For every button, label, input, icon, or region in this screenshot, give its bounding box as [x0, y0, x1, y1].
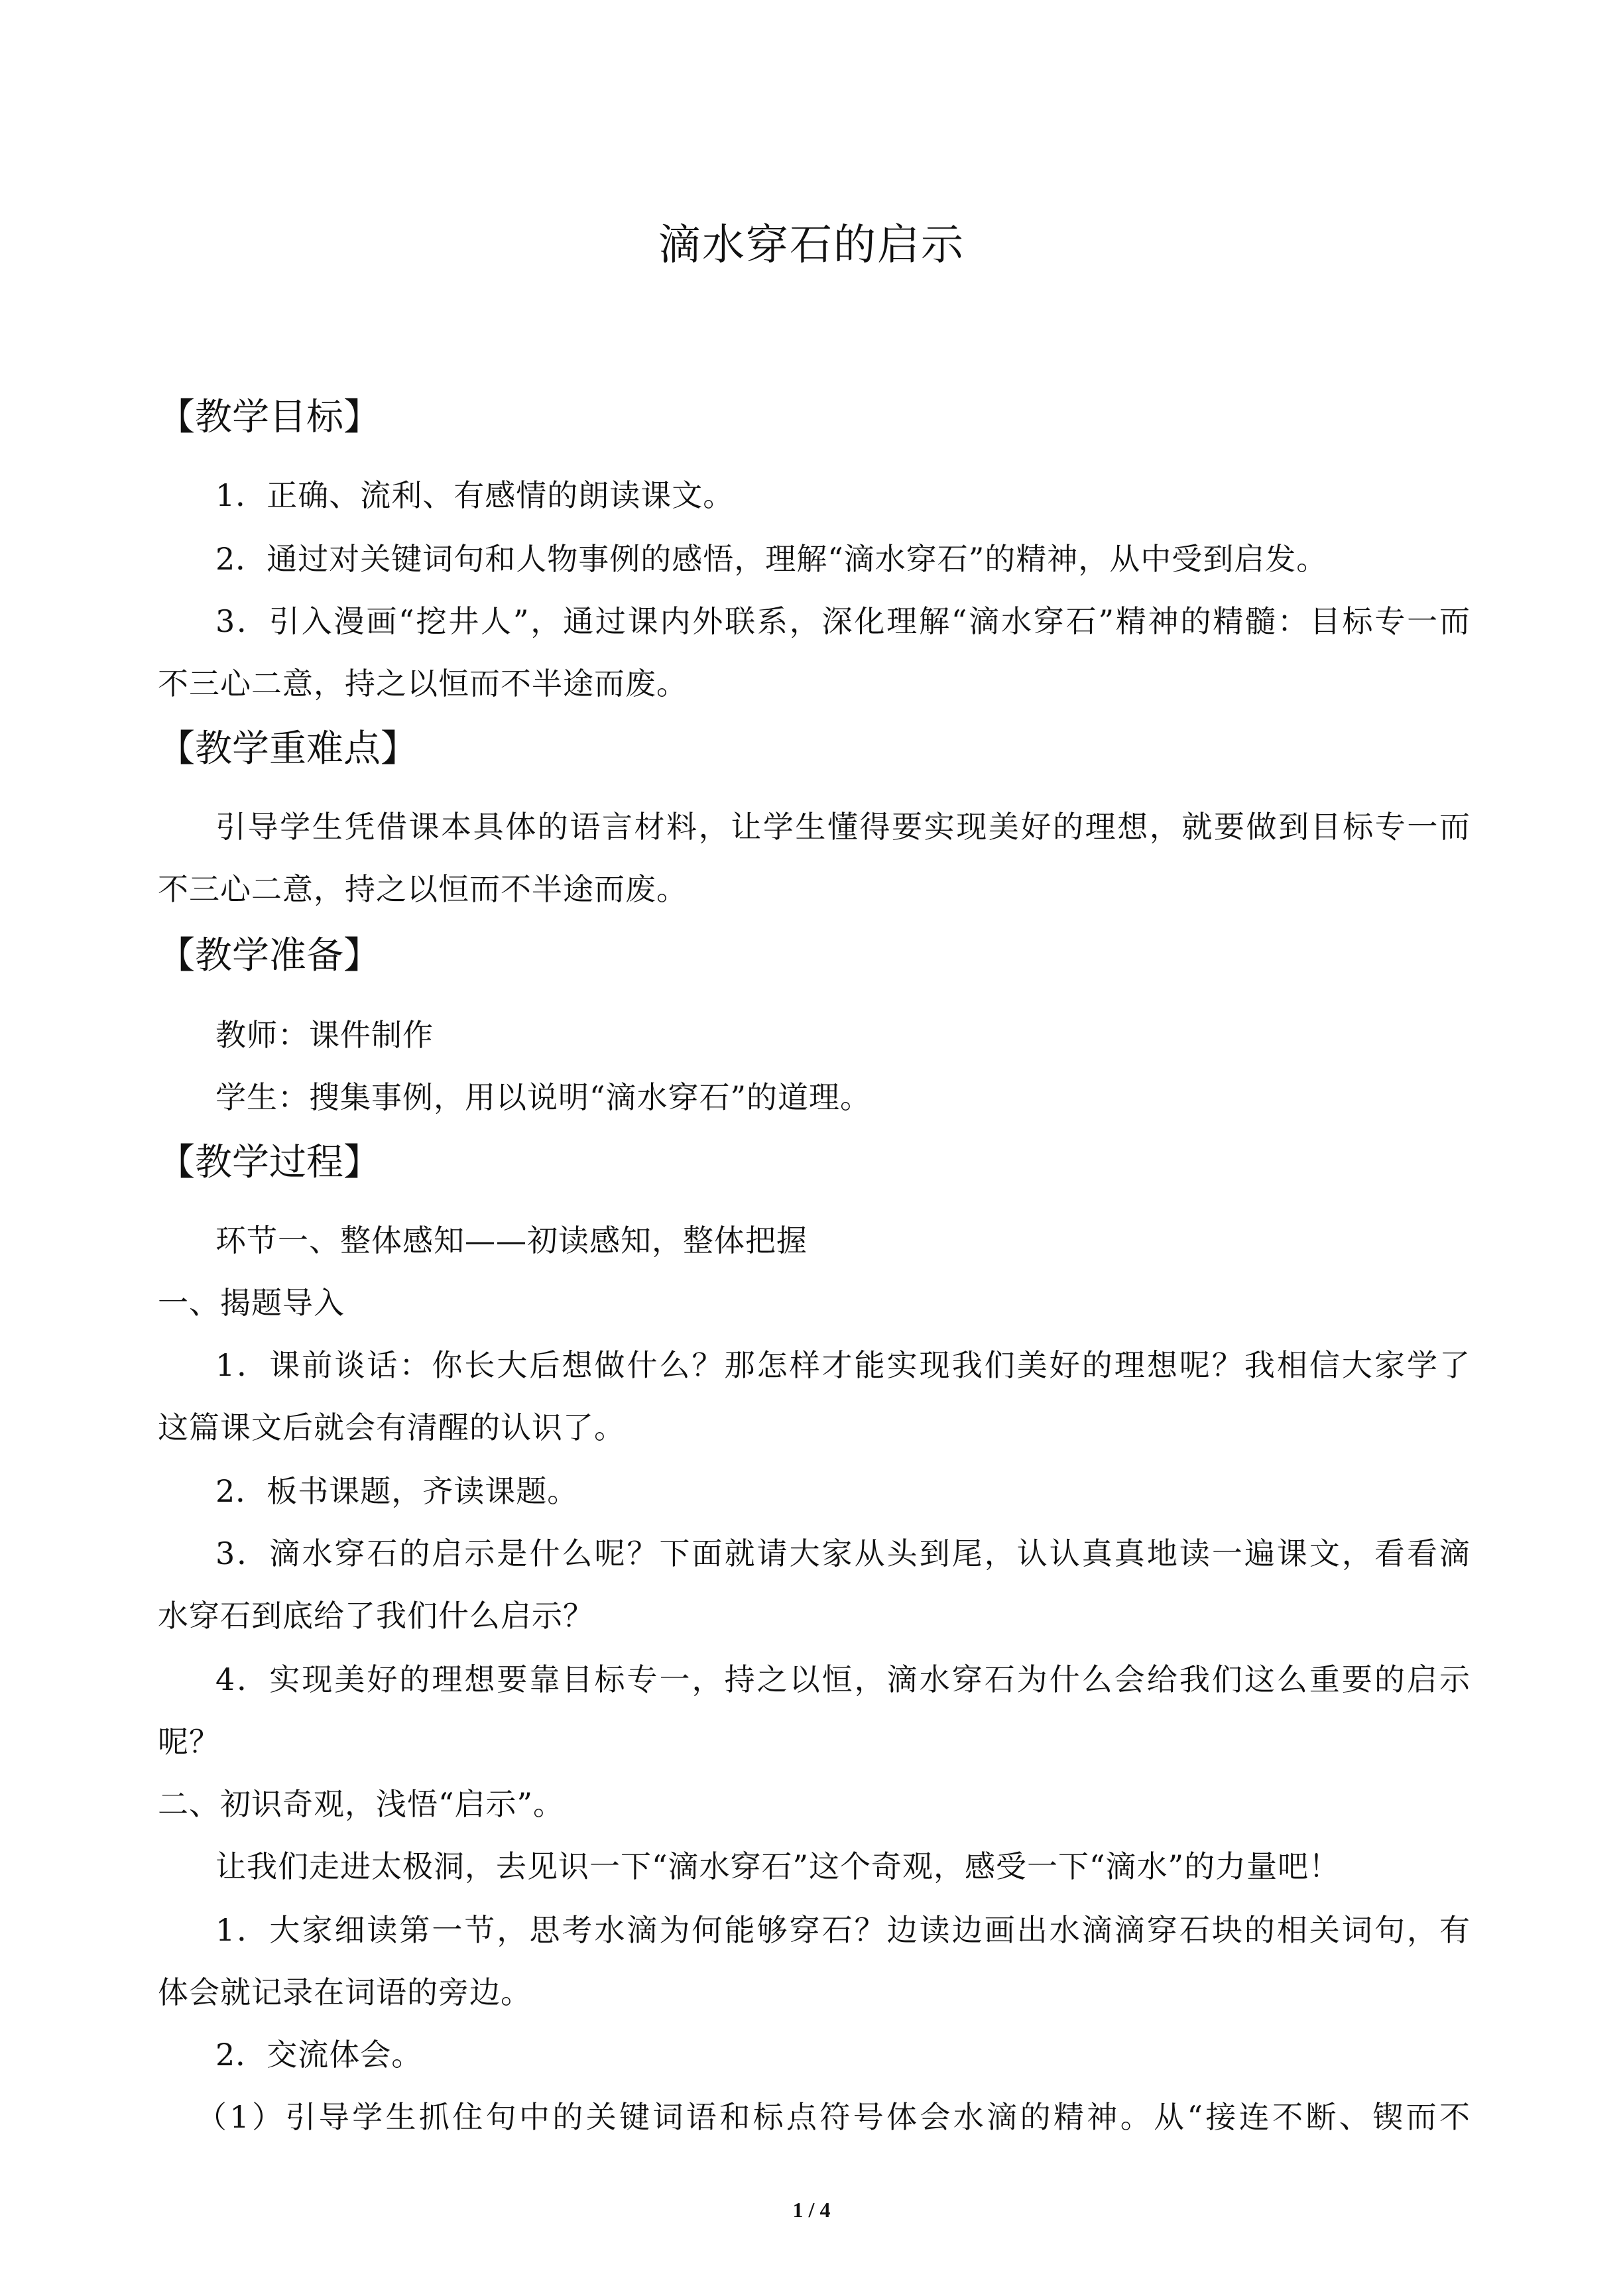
process-line: 2．交流体会。 [215, 2037, 423, 2073]
process-line: 4．实现美好的理想要靠目标专一，持之以恒，滴水穿石为什么会给我们这么重要的启示 [215, 1662, 1471, 1697]
process-line: 水穿石到底给了我们什么启示？ [158, 1598, 594, 1634]
goal-item-2: 2．通过对关键词句和人物事例的感悟，理解“滴水穿石”的精神，从中受到启发。 [215, 541, 1328, 577]
key-points-line-2: 不三心二意，持之以恒而不半途而废。 [158, 871, 688, 907]
process-line: 3．滴水穿石的启示是什么呢？下面就请大家从头到尾，认认真真地读一遍课文，看看滴 [215, 1536, 1471, 1571]
page-title: 滴水穿石的启示 [658, 221, 965, 270]
process-line: 让我们走进太极洞，去见识一下“滴水穿石”这个奇观，感受一下“滴水”的力量吧！ [215, 1848, 1341, 1884]
goal-item-3-cont: 不三心二意，持之以恒而不半途而废。 [158, 666, 688, 701]
section-heading-key-points: 【教学重难点】 [158, 727, 418, 770]
process-line: （1）引导学生抓住句中的关键词语和标点符号体会水滴的精神。从“接连不断、锲而不 [196, 2099, 1471, 2135]
section-heading-goals: 【教学目标】 [158, 396, 381, 439]
preparation-teacher: 教师：课件制作 [215, 1017, 434, 1053]
section-heading-process: 【教学过程】 [158, 1141, 381, 1184]
process-line: 1．大家细读第一节，思考水滴为何能够穿石？边读边画出水滴滴穿石块的相关词句，有 [215, 1912, 1471, 1948]
process-line: 一、揭题导入 [158, 1285, 345, 1321]
process-line: 环节一、整体感知——初读感知，整体把握 [215, 1223, 808, 1258]
preparation-student: 学生：搜集事例，用以说明“滴水穿石”的道理。 [215, 1079, 872, 1115]
process-line: 1．课前谈话：你长大后想做什么？那怎样才能实现我们美好的理想呢？我相信大家学了 [215, 1347, 1471, 1383]
goal-item-3: 3．引入漫画“挖井人”，通过课内外联系，深化理解“滴水穿石”精神的精髓：目标专一而 [215, 603, 1471, 639]
process-line: 2．板书课题，齐读课题。 [215, 1473, 579, 1509]
section-heading-preparation: 【教学准备】 [158, 934, 381, 977]
process-line: 二、初识奇观，浅悟“启示”。 [158, 1786, 565, 1822]
process-line: 呢？ [158, 1724, 220, 1760]
goal-item-1: 1．正确、流利、有感情的朗读课文。 [215, 477, 735, 513]
page-number: 1 / 4 [792, 2198, 831, 2222]
process-line: 这篇课文后就会有清醒的认识了。 [158, 1410, 625, 1445]
key-points-line-1: 引导学生凭借课本具体的语言材料，让学生懂得要实现美好的理想，就要做到目标专一而 [215, 809, 1471, 845]
process-line: 体会就记录在词语的旁边。 [158, 1974, 532, 2010]
